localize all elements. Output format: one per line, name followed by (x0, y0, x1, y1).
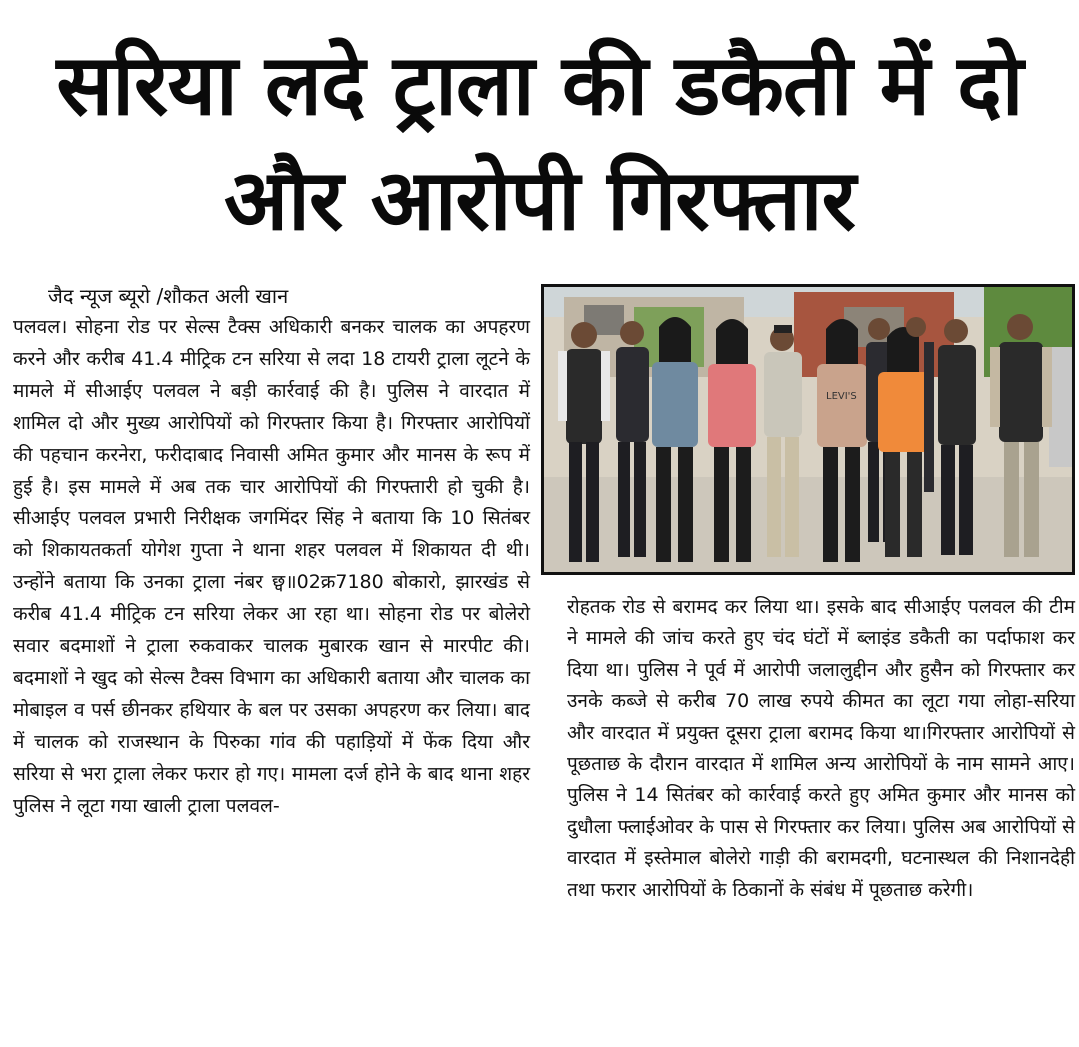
photo-illustration (544, 287, 1072, 572)
headline-line-2: और आरोपी गिरफ्तार (224, 151, 855, 249)
article-column-left: पलवल। सोहना रोड पर सेल्स टैक्स अधिकारी बनकर चालक का अपहरण करने और करीब 41.4 मीट्रिक टन सरिया से लदा 18 टायरी ट्राला लूटने के मामले में सीआईए पलवल ने बड़ी कार्रवाई की है। पुलिस ने वारदात में शामिल दो और मुख्य आरोपियों को गिरफ्तार किया है। गिरफ्तार आरोपियों की पहचान करनेरा, फरीदाबाद निवासी अमित कुमार और मानस के रूप में हुई है। इस मामले में अब तक चार आरोपियों की गिरफ्तारी हो चुकी है। सीआईए पलवल प्रभारी निरीक्षक जगमिंदर सिंह ने बताया कि 10 सितंबर को शिकायतकर्ता योगेश गुप्ता ने थाना शहर पलवल में शिकायत दी थी। उन्होंने बताया कि उनका ट्राला नंबर छ्व॥02क्र7180 बोकारो, झारखंड से करीब 41.4 मीट्रिक टन सरिया लेकर आ रहा था। सोहना रोड पर बोलेरो सवार बदमाशों ने ट्राला रुकवाकर चालक मुबारक खान से मारपीट की। बदमाशों ने खुद को सेल्स टैक्स विभाग का अधिकारी बताया और चालक का मोबाइल व पर्स छीनकर हथियार के बल पर उसका अपहरण कर लिया। बाद में चालक को राजस्थान के पिरुका गांव की पहाड़ियों में फेंक दिया और सरिया से भरा ट्राला लेकर फरार हो गए। मामला दर्ज होने के बाद थाना शहर पुलिस ने लूटा गया खाली ट्राला पलवल- (13, 316, 530, 817)
byline: जैद न्यूज ब्यूरो /शौकत अली खान (48, 284, 289, 308)
headline-line-1: सरिया लदे ट्राला की डकैती में दो (56, 36, 1023, 134)
shirt-text: LEVI'S (826, 391, 857, 402)
article-column-right: रोहतक रोड से बरामद कर लिया था। इसके बाद सीआईए पलवल की टीम ने मामले की जांच करते हुए चंद घंटों में ब्लाइंड डकैती का पर्दाफाश कर दिया था। पुलिस ने पूर्व में आरोपी जलालुद्दीन और हुसैन को गिरफ्तार कर उनके कब्जे से करीब 70 लाख रुपये कीमत का लूटा गया लोहा-सरिया और वारदात में प्रयुक्त दूसरा ट्राला बरामद किया था।गिरफ्तार आरोपियों से पूछताछ के दौरान वारदात में शामिल अन्य आरोपियों के नाम सामने आए। पुलिस ने 14 सितंबर को कार्रवाई करते हुए अमित कुमार और मानस को दुधौला फ्लाईओवर के पास से गिरफ्तार कर लिया। पुलिस अब आरोपियों से वारदात में इस्तेमाल बोलेरो गाड़ी की बरामदगी, घटनास्थल की निशानदेही तथा फरार आरोपियों के ठिकानों के संबंध में पूछताछ करेगी। (567, 596, 1075, 901)
news-photo (541, 284, 1075, 575)
